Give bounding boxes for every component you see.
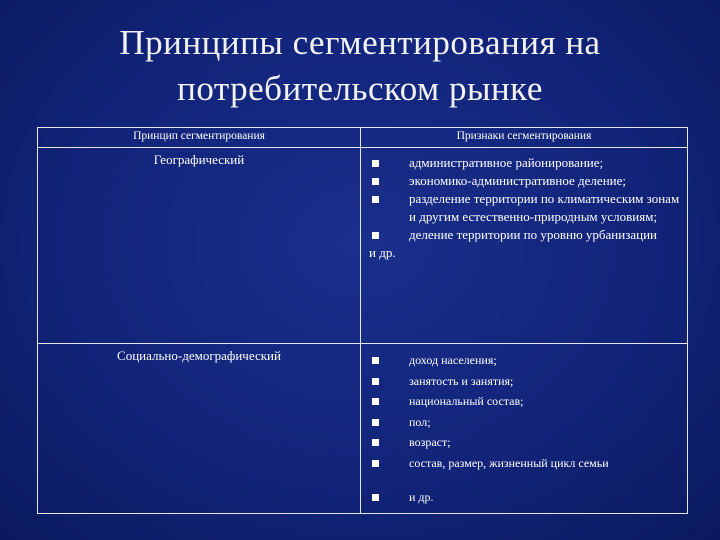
list-item: возраст; [369,432,681,453]
signs-list [369,350,681,508]
table-row [38,148,688,344]
list-item: административное районирование; [369,154,681,172]
list-item: доход населения; [369,350,681,371]
signs-cell [361,344,688,514]
square-bullet-icon [372,232,379,239]
header-signs: Признаки сегментирования [361,128,688,148]
list-item: национальный состав; [369,391,681,412]
header-principle: Принцип сегментирования [38,128,361,148]
principle-cell: Социально-демографический [38,344,361,514]
square-bullet-icon [372,460,379,467]
list-tail: и др. [369,245,396,260]
list-item: и др. [369,487,681,508]
slide-title [40,20,680,112]
square-bullet-icon [372,398,379,405]
title-line-1: Принципы сегментирования на [119,23,601,62]
square-bullet-icon [372,357,379,364]
square-bullet-icon [372,494,379,501]
signs-list [369,154,681,244]
square-bullet-icon [372,160,379,167]
square-bullet-icon [372,378,379,385]
title-line-2: потребительском рынке [177,69,543,108]
segmentation-table [37,127,688,514]
principle-cell: Географический [38,148,361,344]
list-item: занятость и занятия; [369,371,681,392]
list-item: разделение территории по климатическим зонам и другим естественно-природным условиям; [369,190,681,226]
table-header-row [38,128,688,148]
list-item: деление территории по уровню урбанизации [369,226,681,244]
list-spacer [369,473,681,487]
signs-cell [361,148,688,344]
square-bullet-icon [372,178,379,185]
square-bullet-icon [372,419,379,426]
list-item: состав, размер, жизненный цикл семьи [369,453,681,474]
square-bullet-icon [372,439,379,446]
table-row [38,344,688,514]
square-bullet-icon [372,196,379,203]
list-item: пол; [369,412,681,433]
list-item: экономико-административное деление; [369,172,681,190]
